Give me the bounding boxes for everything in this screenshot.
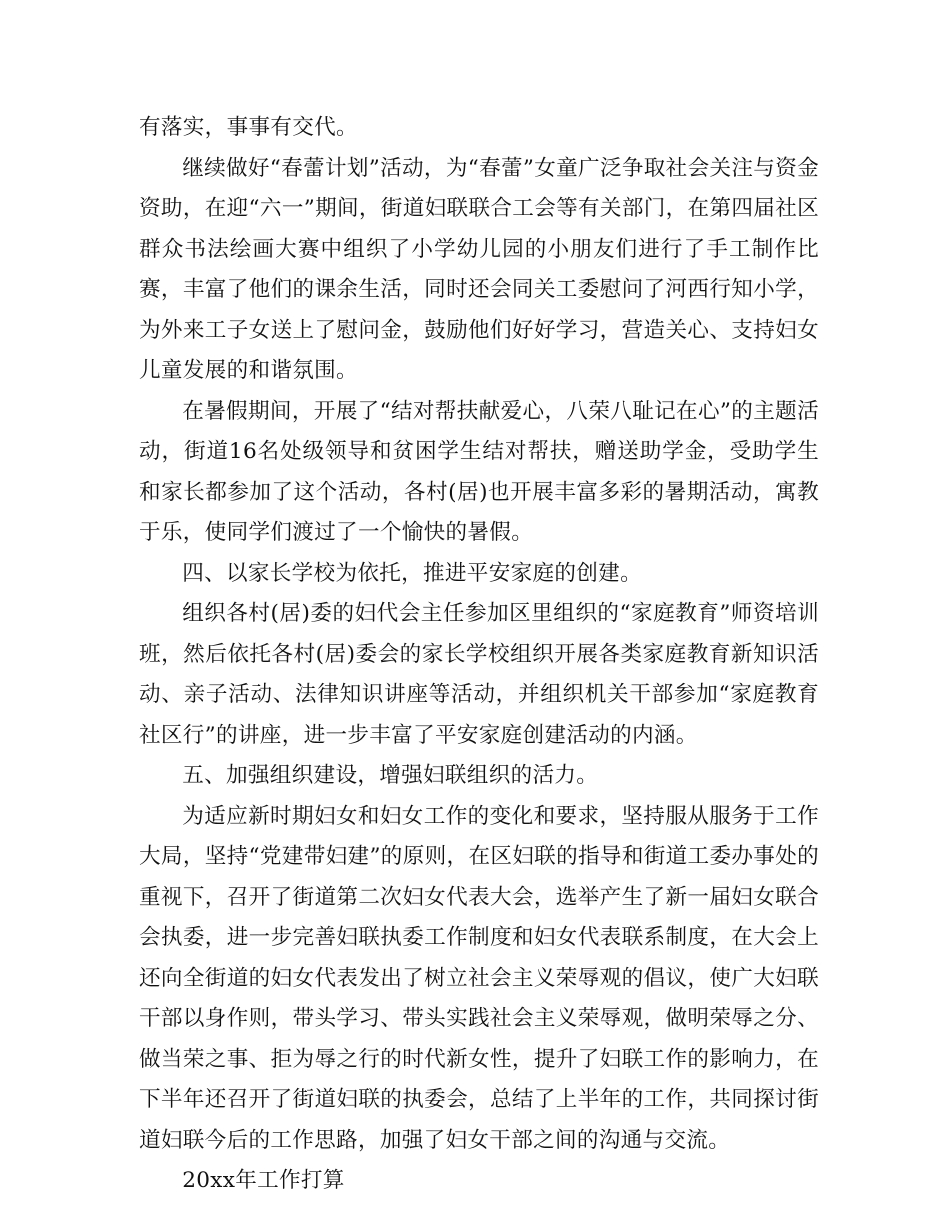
paragraph-7: 为适应新时期妇女和妇女工作的变化和要求，坚持服从服务于工作大局，坚持“党建带妇建”的原则，在区妇联的指导和街道工委办事处的重视下，召开了街道第二次妇女代表大会，选举产生了新一届妇女联合会执委，进一步完善妇联执委工作制度和妇女代表联系制度，在大会上还向全街道的妇女代表发出了树立社会主义荣辱观的倡议，使广大妇联干部以身作则，带头学习、带头实践社会主义荣辱观，做明荣辱之分、做当荣之事、拒为辱之行的时代新女性，提升了妇联工作的影响力，在下半年还召开了街道妇联的执委会，总结了上半年的工作，共同探讨街道妇联今后的工作思路，加强了妇女干部之间的沟通与交流。 [139,803,819,1153]
paragraph-5: 组织各村(居)委的妇代会主任参加区里组织的“家庭教育”师资培训班，然后依托各村(居)委会的家长学校组织开展各类家庭教育新知识活动、亲子活动、法律知识讲座等活动，并组织机关干部参加“家庭教育社区行”的讲座，进一步丰富了平安家庭创建活动的内涵。 [139,601,819,748]
plan-heading: 20xx年工作打算 [182,1168,345,1193]
section-heading-5: 五、加强组织建设，增强妇联组织的活力。 [182,763,599,788]
paragraph-1: 有落实，事事有交代。 [139,115,358,140]
document-body [139,108,819,1202]
paragraph-3: 在暑假期间，开展了“结对帮扶献爱心，八荣八耻记在心”的主题活动，街道16名处级领导和贫困学生结对帮扶，赠送助学金，受助学生和家长都参加了这个活动，各村(居)也开展丰富多彩的暑期活动，寓教于乐，使同学们渡过了一个愉快的暑假。 [139,398,819,545]
paragraph-2: 继续做好“春蕾计划”活动，为“春蕾”女童广泛争取社会关注与资金资助，在迎“六一”期间，街道妇联联合工会等有关部门，在第四届社区群众书法绘画大赛中组织了小学幼儿园的小朋友们进行了手工制作比赛，丰富了他们的课余生活，同时还会同关工委慰问了河西行知小学，为外来工子女送上了慰问金，鼓励他们好好学习，营造关心、支持妇女儿童发展的和谐氛围。 [139,155,819,383]
section-heading-4: 四、以家长学校为依托，推进平安家庭的创建。 [182,560,642,586]
